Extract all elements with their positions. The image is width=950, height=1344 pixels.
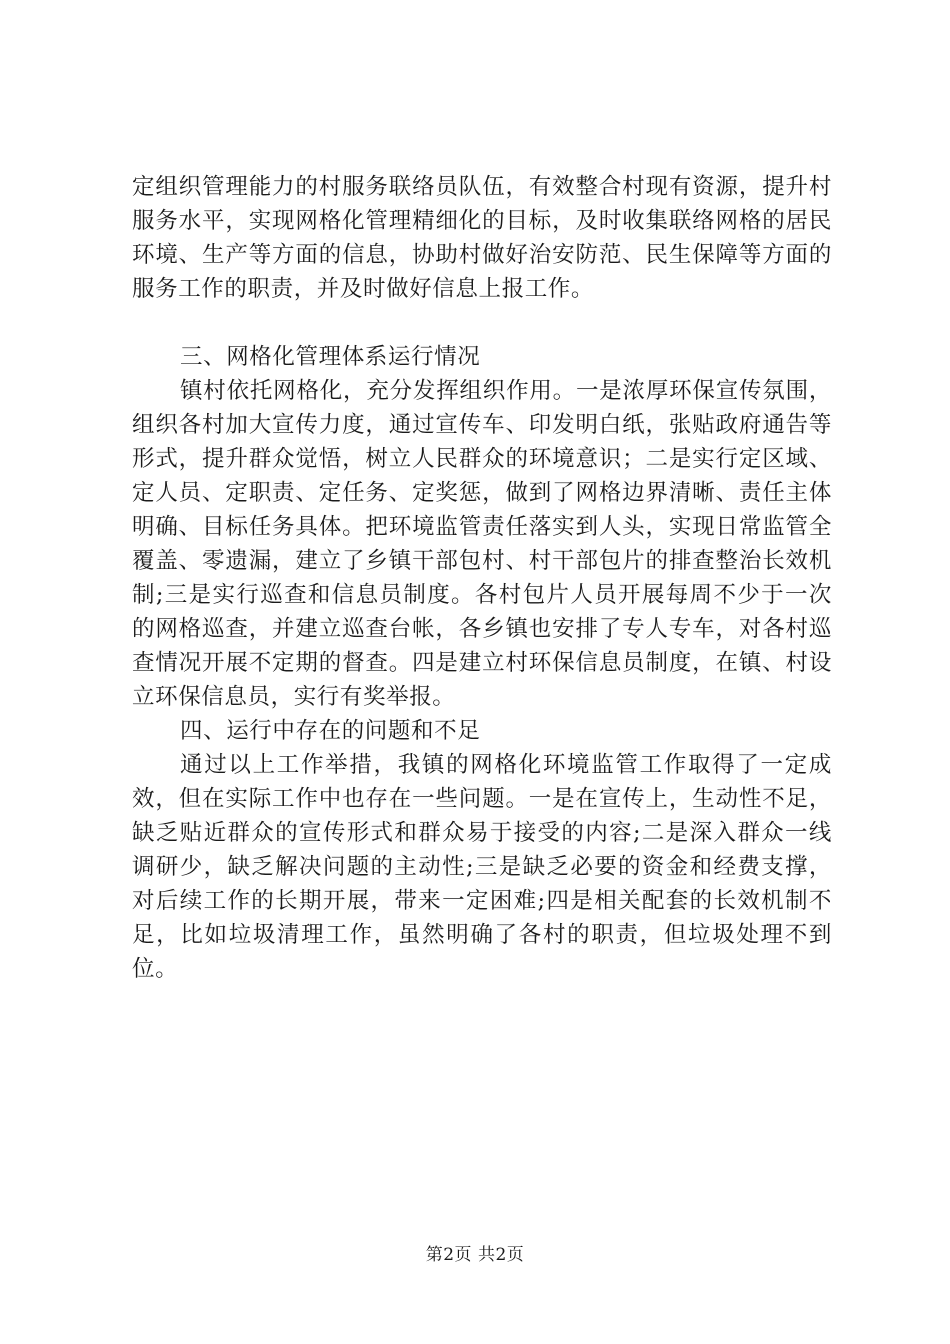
page-footer: 第2页 共2页 bbox=[425, 1245, 525, 1265]
paragraph-section-4: 通过以上工作举措，我镇的网格化环境监管工作取得了一定成效，但在实际工作中也存在一些问题。一是在宣传上，生动性不足，缺乏贴近群众的宣传形式和群众易于接受的内容;二是深入群众一线调研少，缺乏解决问题的主动性;三是缺乏必要的资金和经费支撑，对后续工作的长期开展，带来一定困难;四是相关配套的长效机制不足，比如垃圾清理工作，虽然明确了各村的职责，但垃圾处理不到位。 bbox=[132, 752, 832, 982]
paragraph-section-3: 镇村依托网格化，充分发挥组织作用。一是浓厚环保宣传氛围，组织各村加大宣传力度，通过宣传车、印发明白纸，张贴政府通告等形式，提升群众觉悟，树立人民群众的环境意识；二是实行定区域、定人员、定职责、定任务、定奖惩，做到了网格边界清晰、责任主体明确、目标任务具体。把环境监管责任落实到人头，实现日常监管全覆盖、零遗漏，建立了乡镇干部包村、村干部包片的排查整治长效机制;三是实行巡查和信息员制度。各村包片人员开展每周不少于一次的网格巡查，并建立巡查台帐，各乡镇也安排了专人专车，对各村巡查情况开展不定期的督查。四是建立村环保信息员制度，在镇、村设立环保信息员，实行有奖举报。 bbox=[132, 378, 832, 710]
document-body bbox=[132, 170, 832, 986]
paragraph-gap bbox=[132, 306, 832, 340]
section-heading-4: 四、运行中存在的问题和不足 bbox=[180, 718, 481, 744]
paragraph-continuation: 定组织管理能力的村服务联络员队伍，有效整合村现有资源，提升村服务水平，实现网格化管理精细化的目标，及时收集联络网格的居民环境、生产等方面的信息，协助村做好治安防范、民生保障等方面的服务工作的职责，并及时做好信息上报工作。 bbox=[132, 174, 832, 302]
section-heading-3: 三、网格化管理体系运行情况 bbox=[180, 344, 481, 370]
